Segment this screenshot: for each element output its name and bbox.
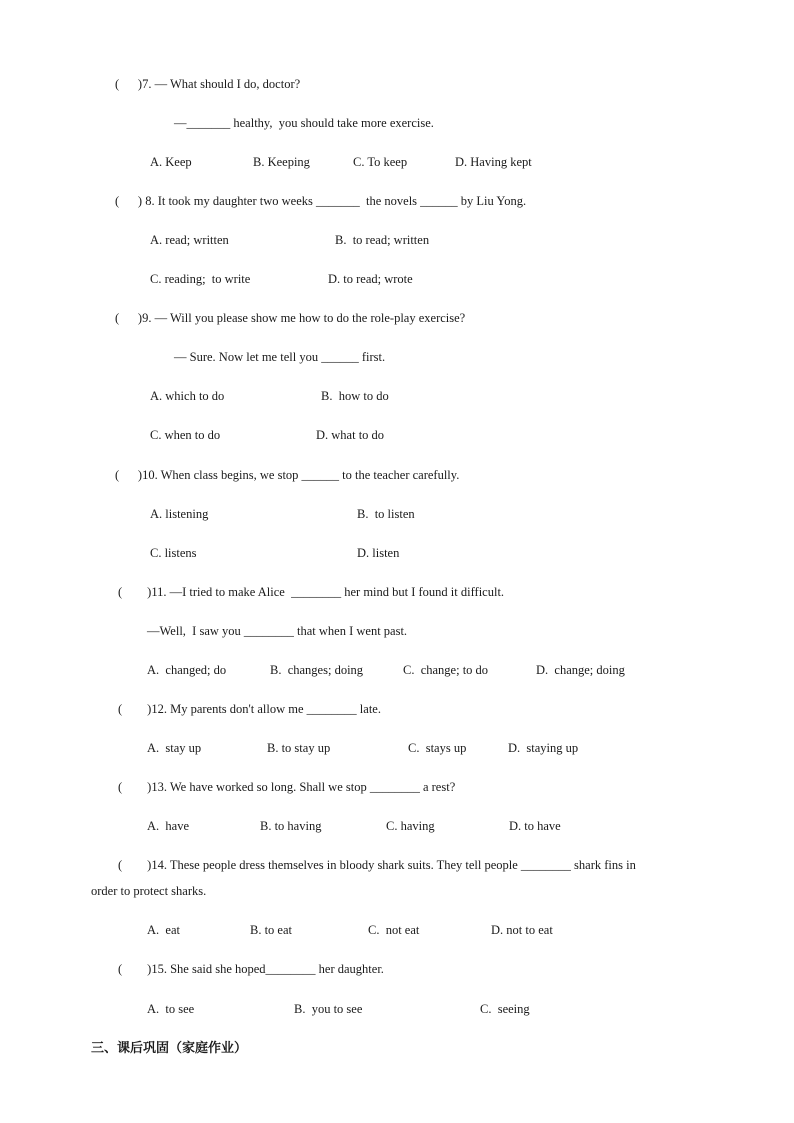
q7-stem: ( )7. — What should I do, doctor?: [115, 77, 301, 91]
q12-stem: ( )12. My parents don't allow me ________ late.: [118, 702, 381, 716]
q15-stem: ( )15. She said she hoped________ her daughter.: [118, 962, 384, 976]
q15-option-a: A. to see: [147, 1002, 195, 1016]
q9-option-a: A. which to do: [150, 389, 225, 403]
q14-option-d: D. not to eat: [491, 923, 553, 937]
q12-option-c: C. stays up: [408, 741, 467, 755]
q14-option-b: B. to eat: [250, 923, 293, 937]
q14-stem: ( )14. These people dress themselves in bloody shark suits. They tell people ________ shark fins in: [118, 858, 636, 872]
q13-option-c: C. having: [386, 819, 435, 833]
q11-option-b: B. changes; doing: [270, 663, 364, 677]
q15-option-b: B. you to see: [294, 1002, 363, 1016]
section-heading: 三、课后巩固（家庭作业）: [91, 1041, 248, 1056]
q8-option-a: A. read; written: [150, 233, 229, 247]
q14-option-c: C. not eat: [368, 923, 420, 937]
q8-option-c: C. reading; to write: [150, 272, 251, 286]
q11-option-a: A. changed; do: [147, 663, 227, 677]
q13-option-b: B. to having: [260, 819, 322, 833]
q14-option-a: A. eat: [147, 923, 180, 937]
q10-option-b: B. to listen: [357, 507, 415, 521]
q14-stem-continued: order to protect sharks.: [91, 884, 207, 898]
q10-option-c: C. listens: [150, 546, 197, 560]
q8-option-d: D. to read; wrote: [328, 272, 413, 286]
q12-option-b: B. to stay up: [267, 741, 331, 755]
q11-option-c: C. change; to do: [403, 663, 489, 677]
q7-option-c: C. To keep: [353, 155, 408, 169]
q8-option-b: B. to read; written: [335, 233, 430, 247]
q11-stem: ( )11. —I tried to make Alice ________ her mind but I found it difficult.: [118, 585, 505, 599]
q11-reply: —Well, I saw you ________ that when I went past.: [147, 624, 408, 638]
q10-option-a: A. listening: [150, 507, 209, 521]
q7-option-a: A. Keep: [150, 155, 192, 169]
q10-stem: ( )10. When class begins, we stop ______ to the teacher carefully.: [115, 468, 460, 482]
q7-reply: —_______ healthy, you should take more exercise.: [174, 116, 434, 130]
q9-option-d: D. what to do: [316, 428, 385, 442]
q12-option-d: D. staying up: [508, 741, 579, 755]
q10-option-d: D. listen: [357, 546, 400, 560]
q9-stem: ( )9. — Will you please show me how to do the role-play exercise?: [115, 311, 466, 325]
q7-option-b: B. Keeping: [253, 155, 310, 169]
q13-option-d: D. to have: [509, 819, 561, 833]
q8-stem: ( ) 8. It took my daughter two weeks _______ the novels ______ by Liu Yong.: [115, 194, 527, 208]
q7-option-d: D. Having kept: [455, 155, 532, 169]
q9-option-b: B. how to do: [321, 389, 389, 403]
q13-option-a: A. have: [147, 819, 189, 833]
q12-option-a: A. stay up: [147, 741, 202, 755]
q9-option-c: C. when to do: [150, 428, 221, 442]
q13-stem: ( )13. We have worked so long. Shall we stop ________ a rest?: [118, 780, 456, 794]
q15-option-c: C. seeing: [480, 1002, 530, 1016]
q9-reply: — Sure. Now let me tell you ______ first.: [174, 350, 386, 364]
q11-option-d: D. change; doing: [536, 663, 625, 677]
